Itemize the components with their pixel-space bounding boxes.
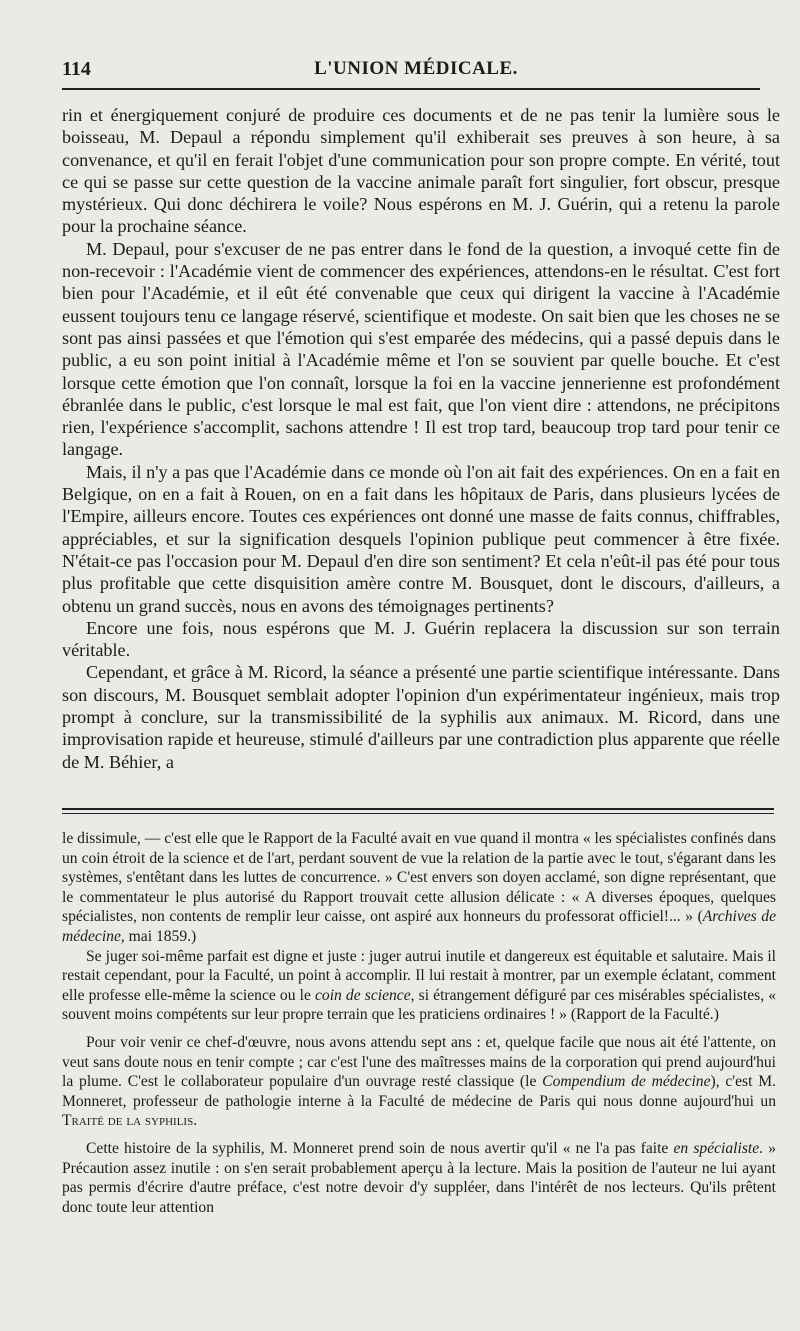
footnote-emphasis: coin de science xyxy=(314,986,411,1004)
header-rule xyxy=(62,88,760,90)
footnote-text: ), c'est M. Monneret, professeur de pathologie interne à la Faculté de médecine de Paris qui nous donne aujourd'hui un xyxy=(62,1073,776,1110)
paragraph: rin et énergiquement conjuré de produire ces documents et de ne pas tenir la lumière sous le boisseau, M. Depaul a répondu simplement qu'il exhiberait ses preuves à son heure, à sa convenance, et qu'il en ferait l'objet d'une communication pour son propre compte. En vérité, tout ce qui se passe sur cette question de la vaccine animale paraît fort singulier, fort obscur, presque mystérieux. Qui donc déchirera le voile? Nous espérons en M. J. Guérin, qui a retenu la parole pour la prochaine séance. xyxy=(62,105,780,237)
footnote-paragraph xyxy=(62,1033,776,1131)
footnote-text: Se juger soi-même parfait est digne et juste : juger autrui inutile et dangereux est équitable et salutaire. Mais il restait cependant, pour la Faculté, un point à accomplir. Il lui restait à montrer, par un exemple éclatant, comment elle professe elle-même la science ou le xyxy=(62,947,776,1004)
footnote-paragraph xyxy=(62,1139,776,1217)
paragraph: Cependant, et grâce à M. Ricord, la séance a présenté une partie scientifique intéressante. Dans son discours, M. Bousquet semblait adopter l'opinion d'un expérimentateur ingénieux, mais trop prompt à conclure, sur la transmissibilité de la syphilis aux animaux. M. Ricord, dans une improvisation rapide et heureuse, stimulé d'ailleurs par une contradiction plus apparente que réelle de M. Béhier, a xyxy=(62,662,780,772)
paragraph: M. Depaul, pour s'excuser de ne pas entrer dans le fond de la question, a invoqué cette fin de non-recevoir : l'Académie vient de commencer des expériences, attendons-en le résultat. C'est fort bien pour l'Académie, et il eût été convenable que ceux qui dirigent la vaccine à l'Académie eussent toujours tenu ce langage réservé, scientifique et modeste. On sait bien que les choses ne se sont pas ainsi passées et que l'émotion qui s'est emparée des médecins, qui a passé depuis dans le public, a eu son point initial à l'Académie même et l'on se souvient par quelle bouche. Et c'est lorsque cette émotion que l'on connaît, lorsque la foi en la vaccine jennerienne est profondément ébranlée dans le public, c'est lorsque le mal est fait, que l'on vient dire : attendons, ne précipitons rien, l'expérience s'accomplit, sachons attendre ! Il est trop tard, beaucoup trop tard pour tenir ce langage. xyxy=(62,238,780,460)
footnote-text: Pour voir venir ce chef-d'œuvre, nous avons attendu sept ans : et, quelque facile que nous ait été l'attente, on veut sans doute nous en tenir compte ; car c'est l'une des maîtresses mains de la corporation qui prend aujourd'hui la plume. C'est le collaborateur populaire d'un ouvrage resté classique (le xyxy=(62,1033,776,1091)
page-number: 114 xyxy=(62,58,91,80)
footnote-rule xyxy=(62,808,774,810)
footnote-paragraph xyxy=(62,829,776,947)
footnote-rule xyxy=(62,813,774,814)
footnote-text: le dissimule, — c'est elle que le Rapport de la Faculté avait en vue quand il montra « les spécialistes confinés dans un coin étroit de la science et de l'art, perdant souvent de vue la relation de la partie avec le tout, s'égarant dans les systèmes, s'entêtant dans les luttes de concurrence. » C'est envers son doyen acclamé, son digne représentant, que le commentateur le plus autorisé du Rapport trouvait cette allusion délicate : « A diverses époques, quelques spécialistes, non contents de remplir leur caisse, ont aspiré aux honneurs du professorat officiel!... » ( xyxy=(62,830,776,926)
footnote-text: Cette histoire de la syphilis, M. Monneret prend soin de nous avertir qu'il « ne l'a pas faite xyxy=(86,1139,674,1157)
footnotes xyxy=(62,829,776,1217)
footnote-citation: Archives de médecine xyxy=(62,908,777,945)
journal-title: L'UNION MÉDICALE. xyxy=(314,58,518,79)
main-text xyxy=(62,104,780,773)
running-head xyxy=(62,58,770,82)
paragraph: Encore une fois, nous espérons que M. J. Guérin replacera la discussion sur son terrain véritable. xyxy=(62,617,780,661)
footnote-paragraph xyxy=(62,947,776,1025)
footnote-title: Compendium de médecine xyxy=(542,1073,711,1091)
footnote-text: , mai 1859.) xyxy=(120,927,197,945)
paragraph: Mais, il n'y a pas que l'Académie dans ce monde où l'on ait fait des expériences. On en a fait en Belgique, on en a fait à Rouen, on en a fait dans les hôpitaux de Paris, dans plusieurs lycées de l'Empire, ailleurs encore. Toutes ces expériences ont donné une masse de faits connus, chiffrables, appréciables, et sur la signification desquels l'opinion publique peut commencer à être fixée. N'était-ce pas l'occasion pour M. Depaul d'en dire son sentiment? Et cela n'eût-il pas été pour tous plus profitable que cette disquisition amère contre M. Bousquet, dont le discours, d'ailleurs, a obtenu un grand succès, nous en avons des témoignages pertinents? xyxy=(62,461,780,616)
footnote-text: . » Précaution assez inutile : on s'en serait probablement aperçu à la lecture. Mais la position de l'auteur ne lui ayant pas permis d'écrire d'autre préface, c'est notre devoir d'y suppléer, dans l'intérêt de nos lecteurs. Qu'ils prêtent donc toute leur attention xyxy=(62,1139,776,1216)
footnote-emphasis: en spécialiste xyxy=(673,1139,760,1157)
footnote-text: , si étrangement défiguré par ces misérables spécialistes, « souvent moins compétents sur leur propre terrain que les praticiens ordinaires ! » (Rapport de la Faculté.) xyxy=(62,986,776,1024)
book-title: Traité de la syphilis. xyxy=(62,1112,198,1130)
